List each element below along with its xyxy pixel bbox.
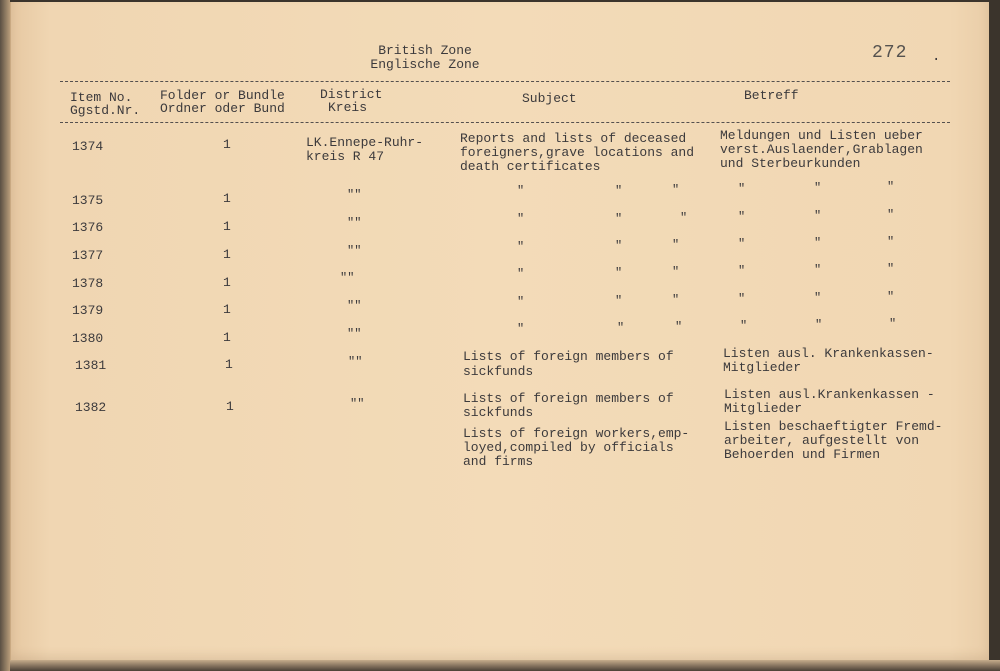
ditto-mark: " bbox=[617, 321, 625, 335]
ditto-mark: " bbox=[814, 181, 822, 195]
col-subject: Subject bbox=[522, 91, 577, 106]
betreff-line: verst.Auslaender,Grablagen bbox=[720, 142, 923, 157]
subject-line: foreigners,grave locations and bbox=[460, 145, 695, 160]
ditto-mark: " bbox=[672, 265, 680, 279]
ditto-mark: " bbox=[672, 238, 680, 252]
ditto-mark: " bbox=[517, 322, 525, 336]
page-edge bbox=[10, 660, 1000, 671]
ditto-mark: " bbox=[738, 264, 746, 278]
district-ditto: "" bbox=[347, 188, 362, 202]
folder-count: 1 bbox=[223, 137, 231, 152]
folder-count: 1 bbox=[223, 247, 231, 262]
subject-line: and firms bbox=[463, 454, 534, 469]
district-ditto: "" bbox=[340, 271, 355, 285]
district-ditto: "" bbox=[350, 397, 365, 411]
ditto-mark: " bbox=[887, 208, 895, 222]
ditto-mark: " bbox=[889, 317, 897, 331]
header-rule-top bbox=[60, 81, 950, 82]
item-number: 1374 bbox=[72, 139, 104, 154]
ditto-mark: " bbox=[615, 212, 623, 226]
item-number: 1380 bbox=[72, 331, 104, 346]
ditto-mark: " bbox=[814, 209, 822, 223]
betreff-line: Listen beschaeftigter Fremd- bbox=[724, 419, 943, 434]
ditto-mark: " bbox=[517, 212, 525, 226]
ditto-mark: " bbox=[675, 320, 683, 334]
folder-count: 1 bbox=[223, 302, 231, 317]
ditto-mark: " bbox=[887, 262, 895, 276]
subject-line: sickfunds bbox=[463, 405, 534, 420]
ditto-mark: " bbox=[517, 184, 525, 198]
document-page bbox=[10, 2, 989, 662]
ditto-mark: " bbox=[814, 291, 822, 305]
folder-count: 1 bbox=[223, 191, 231, 206]
folder-count: 1 bbox=[225, 357, 233, 372]
zone-title-de: Englische Zone bbox=[370, 57, 480, 72]
ditto-mark: " bbox=[615, 184, 623, 198]
ditto-mark: " bbox=[517, 295, 525, 309]
col-district-en: District bbox=[320, 87, 383, 102]
district-ditto: "" bbox=[347, 299, 362, 313]
ditto-mark: " bbox=[887, 235, 895, 249]
district-ditto: "" bbox=[348, 355, 363, 369]
ditto-mark: " bbox=[672, 293, 680, 307]
item-number: 1376 bbox=[72, 220, 104, 235]
col-betreff: Betreff bbox=[744, 88, 799, 103]
ditto-mark: " bbox=[680, 211, 688, 225]
betreff-line: Listen ausl. Krankenkassen- bbox=[723, 346, 934, 361]
betreff-line: Mitglieder bbox=[724, 401, 803, 416]
subject-line: loyed,compiled by officials bbox=[463, 440, 674, 455]
ditto-mark: " bbox=[615, 266, 623, 280]
item-number: 1379 bbox=[72, 303, 104, 318]
district-ditto: "" bbox=[347, 244, 362, 258]
page-number: 272 bbox=[872, 43, 908, 63]
page-mark: . bbox=[932, 49, 941, 65]
ditto-mark: " bbox=[615, 294, 623, 308]
subject-line: Reports and lists of deceased bbox=[460, 131, 687, 146]
folder-count: 1 bbox=[223, 330, 231, 345]
betreff-line: Listen ausl.Krankenkassen - bbox=[724, 387, 935, 402]
ditto-mark: " bbox=[517, 240, 525, 254]
item-number: 1375 bbox=[72, 193, 104, 208]
folder-count: 1 bbox=[223, 219, 231, 234]
ditto-mark: " bbox=[887, 290, 895, 304]
betreff-line: arbeiter, aufgestellt von bbox=[724, 433, 920, 448]
col-district-de: Kreis bbox=[328, 100, 368, 115]
district-ditto: "" bbox=[347, 327, 362, 341]
ditto-mark: " bbox=[887, 180, 895, 194]
subject-line: Lists of foreign members of bbox=[463, 349, 674, 364]
ditto-mark: " bbox=[815, 318, 823, 332]
folder-count: 1 bbox=[226, 399, 234, 414]
col-folder-de: Ordner oder Bund bbox=[160, 101, 285, 116]
betreff-line: Mitglieder bbox=[723, 360, 802, 375]
ditto-mark: " bbox=[740, 319, 748, 333]
ditto-mark: " bbox=[738, 292, 746, 306]
header-rule-bottom bbox=[60, 122, 950, 123]
subject-line: Lists of foreign members of bbox=[463, 391, 674, 406]
ditto-mark: " bbox=[814, 263, 822, 277]
folder-count: 1 bbox=[223, 275, 231, 290]
subject-line: sickfunds bbox=[463, 364, 534, 379]
betreff-line: Meldungen und Listen ueber bbox=[720, 128, 923, 143]
item-number: 1378 bbox=[72, 276, 104, 291]
district-line: kreis R 47 bbox=[306, 149, 385, 164]
subject-line: death certificates bbox=[460, 159, 601, 174]
betreff-line: und Sterbeurkunden bbox=[720, 156, 861, 171]
district-ditto: "" bbox=[347, 216, 362, 230]
ditto-mark: " bbox=[517, 267, 525, 281]
subject-line: Lists of foreign workers,emp- bbox=[463, 426, 690, 441]
item-number: 1382 bbox=[75, 400, 107, 415]
item-number: 1377 bbox=[72, 248, 104, 263]
district-line: LK.Ennepe-Ruhr- bbox=[306, 135, 424, 150]
col-item-de: Ggstd.Nr. bbox=[70, 103, 141, 118]
col-item-en: Item No. bbox=[70, 90, 133, 105]
item-number: 1381 bbox=[75, 358, 107, 373]
ditto-mark: " bbox=[615, 239, 623, 253]
ditto-mark: " bbox=[672, 183, 680, 197]
book-spine bbox=[0, 0, 10, 671]
zone-title-en: British Zone bbox=[378, 43, 472, 58]
betreff-line: Behoerden und Firmen bbox=[724, 447, 881, 462]
ditto-mark: " bbox=[738, 210, 746, 224]
ditto-mark: " bbox=[738, 237, 746, 251]
ditto-mark: " bbox=[814, 236, 822, 250]
ditto-mark: " bbox=[738, 182, 746, 196]
col-folder-en: Folder or Bundle bbox=[160, 88, 285, 103]
